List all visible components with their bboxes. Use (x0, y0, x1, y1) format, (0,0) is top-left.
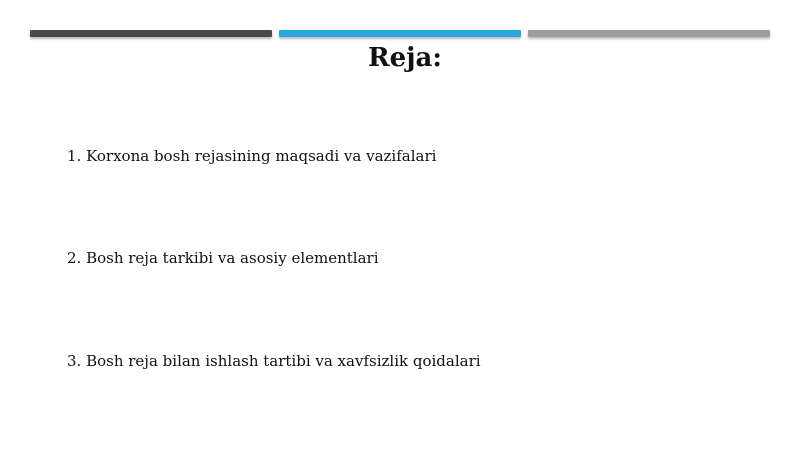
slide-title: Reja: (367, 43, 442, 73)
plan-item-1: 1. Korxona bosh rejasining maqsadi va vazifalari (67, 147, 437, 165)
plan-item-3: 3. Bosh reja bilan ishlash tartibi va xavfsizlik qoidalari (67, 352, 481, 370)
accent-bar-dark (30, 30, 272, 37)
accent-bar-gray (528, 30, 770, 37)
plan-item-2: 2. Bosh reja tarkibi va asosiy elementlari (67, 249, 379, 267)
accent-bar-blue (279, 30, 521, 37)
